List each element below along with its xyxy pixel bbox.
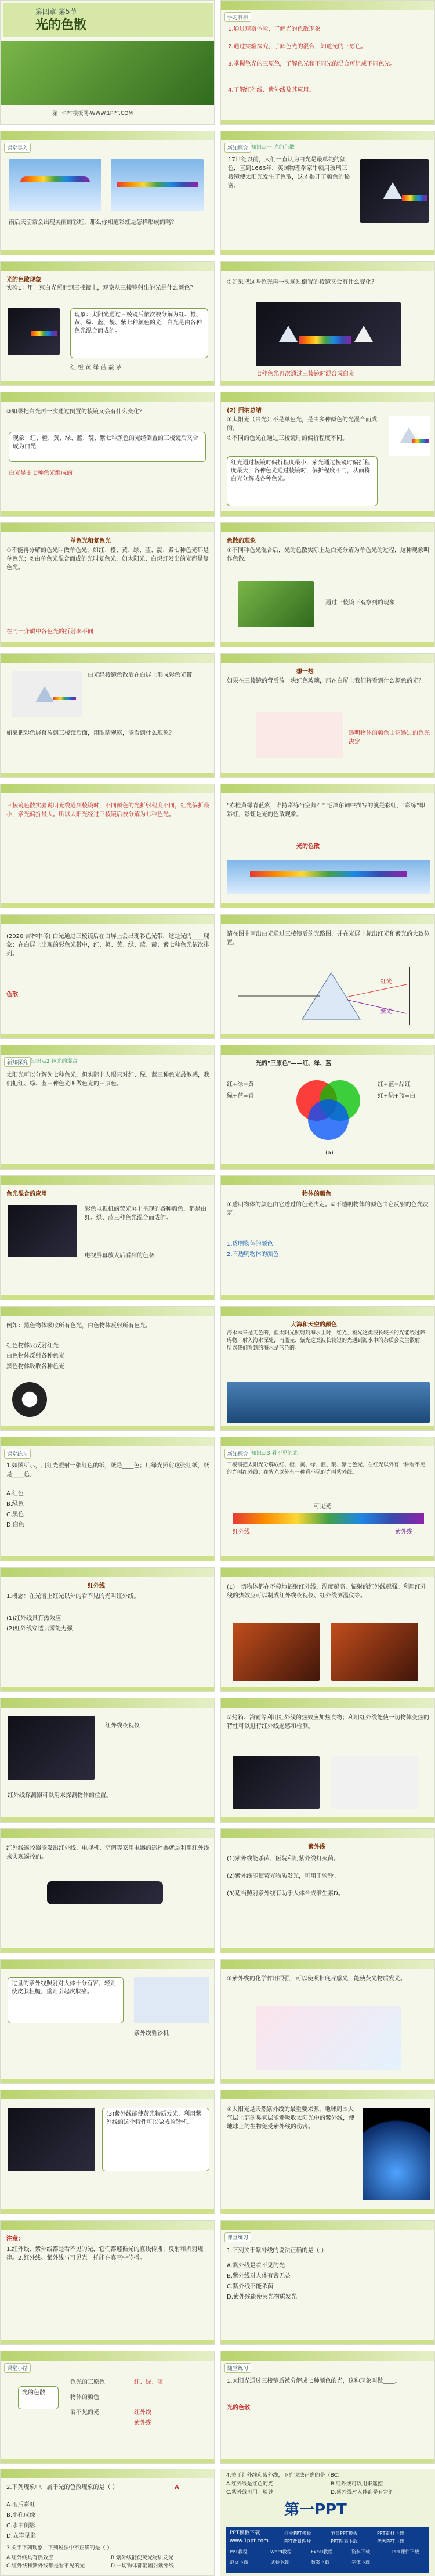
ultraviolet-slide (220, 1828, 435, 1953)
body-text: 彩色电视机的荧光屏上呈现的各种颜色，都是由红、绿、蓝三种色光混合而成的。 (85, 1206, 206, 1221)
brand-logo: 第一PPT (284, 2501, 347, 2519)
heading: 光的色散现象 (6, 277, 41, 283)
tv-slide (0, 1175, 215, 1300)
body-text: 17世纪以前，人们一直认为白光是最单纯的颜色，直到1666年，英国物理学家牛顿用玻璃三棱镜使太阳光发生了色散，这才揭开了颜色的秘密。 (228, 157, 350, 189)
screen-slide (0, 653, 215, 778)
question: 如果把彩色屏幕放到三棱镜后面，用眼睛观察，能看到什么现象？ (6, 730, 175, 737)
link-item[interactable]: PPT图表下载 (331, 2539, 358, 2544)
heading: 色散的现象 (227, 538, 256, 544)
summary-item: ①太阳光（白光）不是单色光，是由多种颜色的光混合而成的。 (227, 417, 377, 432)
option: B.绿色 (6, 1501, 24, 1507)
list-item: 红色物体只反射红光 (6, 1343, 59, 1349)
answer: 七种色光再次通过三棱镜时混合成白光 (256, 371, 354, 377)
option: A.红外线具有热效应 (6, 2555, 53, 2561)
note-box: (3)紫外线能使荧光物质发光，利用紫外线的这个特性可以做成验钞机。 (102, 2108, 209, 2171)
caption: 电视屏幕放大后看到的色条 (85, 1253, 154, 1259)
option: C.紫外线不能杀菌 (227, 2283, 274, 2290)
answer: A (175, 2484, 179, 2491)
section-tag: 课堂练习 (224, 2232, 251, 2242)
knowledge-slide (220, 131, 435, 255)
reflection-slide (0, 1306, 215, 1431)
diagram-question-slide (220, 914, 435, 1039)
option: B.紫外线能使荧光物质发光 (111, 2555, 174, 2561)
option: C.红外线和紫外线都是看不见的光 (6, 2563, 85, 2569)
list-item: 黑色物体吸收各种色光 (6, 1363, 64, 1370)
object-color-slide (220, 1175, 435, 1300)
rainbow-photo (9, 159, 102, 211)
body-text: ④太阳光是天然紫外线的最重要来源，地球周围大气层上部的臭氧层能够吸收太阳光中的紫外线，使地球上的生物免受紫外线的伤害。 (227, 2106, 354, 2130)
mix-rule: 红+蓝=品红 (378, 1081, 411, 1088)
infrared-slide (0, 1567, 215, 1692)
link-item[interactable]: Excel教程 (311, 2549, 333, 2555)
lesson-summary-slide (0, 2351, 215, 2464)
explanation-box: 红光通过棱镜时偏折程度最小，紫光通过棱镜时偏折程度最大，各种色光通过棱镜时，偏折程度不同，从而将白光分解成各种色光。 (227, 456, 378, 506)
section-tag: 新知探究 (224, 143, 251, 153)
heading: 物体的颜色 (302, 1191, 331, 1197)
link-item[interactable]: 试卷下载 (270, 2560, 289, 2565)
summary-detail: 红、绿、蓝 (134, 2379, 163, 2386)
question: 3.关于下列现象，下列说法中不正确的是（ ） (6, 2545, 113, 2551)
option: C.黑色 (6, 1511, 24, 1518)
label-ultraviolet: 紫外线 (395, 1529, 412, 1535)
uv-lamp-photo (134, 1977, 209, 2023)
option: B.红外线可以用来遥控 (331, 2481, 383, 2487)
site-credit: 第一PPT模板网-WWW.1PPT.COM (53, 111, 133, 117)
question: 请在图中画出白光通过三棱镜后的光路图，并在光屏上标出红光和紫光的大致位置。 (227, 931, 430, 946)
quiz-slide-1 (220, 2351, 435, 2464)
heading: 光的"三原色"——红、绿、蓝 (256, 1060, 332, 1067)
practice-slide-2 (220, 2220, 435, 2345)
section-tag: 新知探究 (224, 1449, 251, 1459)
link-item[interactable]: 优秀PPT下载 (377, 2539, 404, 2544)
label-visible: 可见光 (314, 1503, 331, 1510)
option: A.紫外线是看不见的光 (227, 2263, 285, 2269)
color-mix-diagram (285, 1074, 372, 1144)
dispersion-slide (220, 522, 435, 647)
link-item[interactable]: 教案下载 (311, 2560, 329, 2565)
summary-node: 色光的三原色 (70, 2379, 105, 2386)
body-text: ②烤箱、浴霸等利用红外线的热效应加热食物；利用红外线能使一切物体变热的特性可以进行红外线遥感和检测。 (227, 1715, 429, 1730)
objective-item: 3.掌握色光的三原色，了解色光和不同光的混合可组成不同色光。 (228, 61, 396, 67)
list-item: (1)紫外线能杀菌，医院利用紫外线灯灭菌。 (227, 1856, 340, 1862)
list-item: 1.透明物体的颜色 (227, 1241, 273, 1247)
label-red: 红光 (380, 979, 392, 985)
label-violet: 紫光 (380, 1009, 392, 1015)
exam-slide (0, 914, 215, 1039)
rainbow-photo (227, 860, 430, 894)
page-title: 光的色散 (35, 18, 87, 33)
question: 1.如图所示，用红光照射一张红色的纸，纸是____色；用绿光照射这张红纸，纸是____色。 (6, 1463, 209, 1478)
ozone-slide (220, 2090, 435, 2214)
section-tag: 课堂小结 (4, 2363, 31, 2373)
link-item[interactable]: PPT课件下载 (392, 2549, 419, 2555)
heading: 想一想 (296, 669, 314, 675)
heading: (2) 归纳总结 (227, 407, 262, 414)
quiz-slide-2 (0, 2469, 215, 2576)
question: 实验1：用一束白光照射到三棱镜上，观察从三棱镜射出的光是什么颜色？ (6, 285, 196, 291)
double-prism-photo (256, 302, 401, 366)
option: D.白色 (6, 1522, 24, 1528)
body-text: 1.概念：在光谱上红光以外的看不见的光叫红外线。 (6, 1593, 140, 1600)
answer: 光的色散 (227, 2405, 250, 2411)
option: D.一切物体都能辐射紫外线 (111, 2563, 174, 2569)
objective-item: 2.通过实验探究，了解色光的混合，知道光的三原色。 (228, 44, 367, 50)
option: B.小孔成像 (6, 2512, 36, 2519)
attention-slide (0, 2220, 215, 2345)
brand-panel (220, 2469, 435, 2576)
mix-rule: 红+绿+蓝=白 (378, 1093, 416, 1099)
summary-node: 光的色散 (18, 2386, 59, 2409)
heading: 单色光和复色光 (70, 538, 111, 544)
body-text: ①不同种色光混合后，光的色散实际上是白光分解为单色光的过程，这种现象叫作色散。 (227, 547, 429, 562)
tv-photo (8, 1205, 77, 1257)
label-infrared: 红外线 (233, 1529, 250, 1535)
list-item: (1)红外线具有热效应 (6, 1615, 61, 1622)
summary-detail: 紫外线 (134, 2420, 151, 2426)
option: C.紫外线可用于验钞 (226, 2490, 274, 2495)
note: 在同一介质中各色光的折射率不同 (6, 629, 93, 635)
option: A.雨后彩虹 (6, 2502, 35, 2508)
hint: 白光经棱镜色散后在白屏上形成彩色光带 (88, 672, 192, 679)
sea-sky-slide (220, 1306, 435, 1431)
mixing-slide (0, 392, 215, 517)
link-item[interactable]: 范文下载 (230, 2560, 248, 2565)
remote-photo (47, 1881, 163, 1904)
remote-slide (0, 1828, 215, 1953)
link-item[interactable]: 字体下载 (351, 2560, 370, 2565)
fluorescence-photo (8, 2108, 95, 2171)
red-ray (346, 984, 407, 997)
link-item[interactable]: 行业PPT模板 (284, 2531, 311, 2536)
thermal-photo (233, 1623, 320, 1681)
body-text: 1.红外线、紫外线都是看不见的光，它们都遵循光的直线传播、反射和折射规律。2.红外线、紫外线与可见光一样能在真空中传播。 (6, 2246, 204, 2261)
option: C.水中倒影 (6, 2523, 36, 2529)
question: 1.太阳光通过三棱镜后被分解成七种颜色的光，这种现象叫做____。 (227, 2378, 401, 2384)
primary-colors-slide (220, 1045, 435, 1170)
section-tag: 新知探究 (4, 1057, 31, 1067)
landscape-image (1, 41, 215, 105)
link-item[interactable]: 资料下载 (351, 2549, 370, 2555)
body-text: 太阳光可以分解为七种色光，但实际上人眼只对红、绿、蓝三种色光最敏感，我们把红、绿、蓝三种色光叫做色光的三原色。 (6, 1072, 209, 1087)
uv-harm-slide (0, 1959, 215, 2084)
question: 4.关于红外线和紫外线，下列说法正确的是（BC） (226, 2473, 343, 2478)
answer: 色散 (6, 991, 18, 998)
color-list: 红 橙 黄 绿 蓝 靛 紫 (70, 365, 122, 371)
body-text: 如果在三棱镜的背后放一块红色玻璃，那在白屏上我们将看到什么颜色的光？ (227, 678, 424, 684)
summary-detail: 红外线 (134, 2409, 151, 2416)
intro-caption: 雨后天空常会出现美丽的彩虹，那么你知道彩虹是怎样形成的吗？ (9, 219, 177, 226)
figure-label: (a) (325, 1150, 334, 1156)
link-item[interactable]: PPT教程 (230, 2549, 248, 2555)
section-tag: 课堂练习 (4, 1449, 31, 1459)
question: ②如果把这些色光再一次通过倒置的棱镜又会有什么变化？ (227, 279, 377, 286)
body-text: ①透明物体的颜色由它透过的色光决定。②不透明物体的颜色由它反射的色光决定。 (227, 1202, 429, 1217)
answer-box: 现象：太阳光通过三棱镜后依次被分解为红、橙、黄、绿、蓝、靛、紫七种颜色的光，白光是由各种色光混合而成的。 (70, 308, 208, 358)
body-text: (1)一切物体都在不停地辐射红外线，温度越高，辐射的红外线越强。利用红外线的热效应可以制成红外线夜视仪、红外线测温仪等。 (227, 1584, 427, 1599)
option: D.立竿见影 (6, 2533, 36, 2539)
fluorescence-slide (0, 2090, 215, 2214)
explanation-slide (0, 784, 215, 908)
heading: 紫外线 (308, 1844, 325, 1850)
phenomenon-box: 现象：红、橙、黄、绿、蓝、靛、紫七种颜色的光经倒置的三棱镜后又合成为白光 (9, 432, 206, 462)
mixing-knowledge-slide (0, 1045, 215, 1170)
list-item: 白色物体反射各种色光 (6, 1353, 64, 1359)
prism-photo (8, 308, 60, 355)
body-text: 红外线遥控器能发出红外线，电视机、空调等家用电器的遥控器就是利用红外线来实现遥控的。 (6, 1845, 209, 1860)
experiment-slide (0, 261, 215, 386)
list-item: (2)红外线穿透云雾能力强 (6, 1626, 73, 1632)
section-tag: 学习目标 (224, 12, 251, 22)
brand-line: PPT模板下载 (230, 2530, 260, 2536)
question: 1.下列关于紫外线的说法正确的是（ ） (227, 2247, 327, 2254)
prism-photo (360, 159, 429, 223)
question: (2020·吉林中考) 白光通过三棱镜后在白屏上会出现彩色光带，这是光的____现象；在白屏上出现的彩色光带中，红、橙、黄、绿、蓝、靛、紫七种色光依次排列。 (6, 933, 209, 957)
list-item: 2.不透明物体的颜色 (227, 1251, 279, 1258)
answer: 光的色散 (296, 843, 320, 850)
night-vision-slide (0, 1698, 215, 1823)
objectives-slide (220, 0, 435, 125)
section-subtitle: 知识点3 看不见的光 (251, 1451, 298, 1456)
summary-node: 物体的颜色 (70, 2394, 99, 2401)
body-text: ③紫外线的化学作用很强，可以使照相底片感光，能使荧光物质发光。 (227, 1976, 406, 1982)
objective-item: 4.了解红外线、紫外线及其应用。 (228, 87, 315, 93)
red-glass-photo (256, 712, 343, 758)
caption: 紫外线验钞机 (134, 2030, 169, 2037)
option: B.紫外线对人体有害无益 (227, 2273, 291, 2279)
thermal-slide (220, 1567, 435, 1692)
earth-photo (363, 2108, 430, 2200)
link-item[interactable]: 节日PPT模板 (331, 2531, 358, 2536)
list-item: (3)适当照射紫外线有助于人体合成维生素D。 (227, 1890, 344, 1897)
body-text: 海水本来是无色的，但太阳光照射到海水上时，红光、橙光这类波长较长的光能绕过障碍物，射入海水深处，而蓝光、紫光这类波长较短的光遇到海水中的杂质会发生散射，所以我们看到的海水是蓝色的。 (227, 1330, 426, 1351)
body-text: ①不能再分解的色光叫做单色光，如红、橙、黄、绿、蓝、靛、紫七种色光都是单色光；②由单色光混合而成的光叫复色光，如太阳光、白炽灯发出的光都是复色光。 (6, 547, 209, 571)
conclusion: 白光是由七种色光组成的 (9, 470, 72, 477)
caption: 通过三棱镜下观察到的现象 (325, 600, 395, 606)
title-slide (0, 0, 215, 125)
prism-setup-diagram (12, 671, 82, 717)
warning-box: 过量的紫外线照射对人体十分有害，轻则使皮肤粗糙，重则引起皮肤癌。 (8, 1977, 124, 2023)
section-subtitle: 知识点2 色光的混合 (31, 1059, 78, 1065)
football-image (12, 1382, 47, 1417)
title-banner (3, 3, 213, 37)
question: 2.下列现象中，属于光的色散现象的是（ ） (6, 2484, 118, 2491)
prism-diagram (389, 416, 430, 456)
summary-item: ②不同的色光在通过三棱镜时的偏折程度不同。 (227, 435, 348, 442)
body-text: 三棱镜色散实验说明光线遇到棱镜时，不同颜色的光折射程度不同，红光偏折最小，紫光偏折最大。所以太阳光经过三棱镜后被分解为七种色光。 (6, 803, 209, 818)
oven-slide (220, 1698, 435, 1823)
question: ②如果把白光再一次通过倒置的棱镜又会有什么变化？ (6, 409, 145, 415)
body-text: "赤橙黄绿青蓝紫，谁持彩练当空舞？" 毛泽东词中描写的就是彩虹，"彩练"即彩虹，彩虹是光的色散现象。 (227, 803, 425, 818)
rainbow-photo (111, 159, 204, 211)
think-slide (220, 653, 435, 778)
body-text: 红外线探测器可以用来探测物体的位置。 (8, 1792, 112, 1799)
list-item: (2)紫外线能使荧光物质发光，可用于验钞。 (227, 1873, 340, 1879)
night-vision-photo (8, 1716, 95, 1780)
mix-rule: 绿+蓝=青 (227, 1093, 254, 1099)
section-tag: 随堂练习 (224, 2363, 251, 2373)
thermal-photo (331, 1623, 418, 1681)
section-subtitle: 知识点一 光的色散 (251, 145, 295, 150)
oven-photo (233, 1756, 320, 1809)
section-tag: 课堂导入 (4, 143, 31, 153)
banknote-photo (256, 2006, 401, 2070)
heading: 大海和天空的颜色 (291, 1322, 337, 1328)
caption: 透明物体的颜色由它透过的色光决定 (349, 730, 430, 745)
experiment-photo (238, 581, 314, 627)
summary-slide (220, 392, 435, 517)
monochrome-slide (0, 522, 215, 647)
link-grid (226, 2527, 429, 2573)
link-item[interactable]: PPT素材下载 (377, 2531, 404, 2536)
caption: 红外线夜视仪 (105, 1723, 140, 1729)
summary-node: 看不见的光 (70, 2409, 99, 2416)
mix-rule: 红+绿=黄 (227, 1081, 254, 1088)
uv-chemistry-slide (220, 1959, 435, 2084)
body-text: 三棱镜把太阳光分解成红、橙、黄、绿、蓝、靛、紫七色光，在红光以外有一种看不见的光叫红外线；在紫光以外有一种看不见的光叫紫外线。 (227, 1462, 426, 1475)
chapter-label: 第四章 第5节 (35, 8, 77, 16)
poem-slide (220, 784, 435, 908)
link-item[interactable]: PPT背景图片 (284, 2539, 311, 2544)
prism-question-slide (220, 261, 435, 386)
option: A.红外线是红色的光 (226, 2481, 273, 2487)
intro-slide (0, 131, 215, 255)
link-item[interactable]: Word教程 (270, 2549, 292, 2555)
heading: 色光混合的应用 (6, 1191, 47, 1197)
heading: 红外线 (88, 1583, 105, 1589)
spectrum-bar (233, 1513, 424, 1524)
option: D.紫外线能使荧光物质发光 (227, 2294, 297, 2300)
practice-slide (0, 1437, 215, 1561)
sea-photo (227, 1382, 430, 1423)
blue-circle (308, 1099, 349, 1140)
heater-photo (331, 1756, 418, 1809)
light-path-diagram (233, 961, 424, 1031)
option: A.红色 (6, 1491, 24, 1497)
heading: 注意： (6, 2236, 24, 2242)
option: D.紫外线对人体都是有害的 (331, 2490, 394, 2495)
invisible-light-slide (220, 1437, 435, 1561)
objective-item: 1.通过观察体验，了解光的色散现象。 (228, 26, 327, 33)
brand-url[interactable]: www.1ppt.com (230, 2538, 269, 2544)
body-text: 例如：黑色物体吸收所有色光，白色物体反射所有色光。 (6, 1323, 151, 1329)
